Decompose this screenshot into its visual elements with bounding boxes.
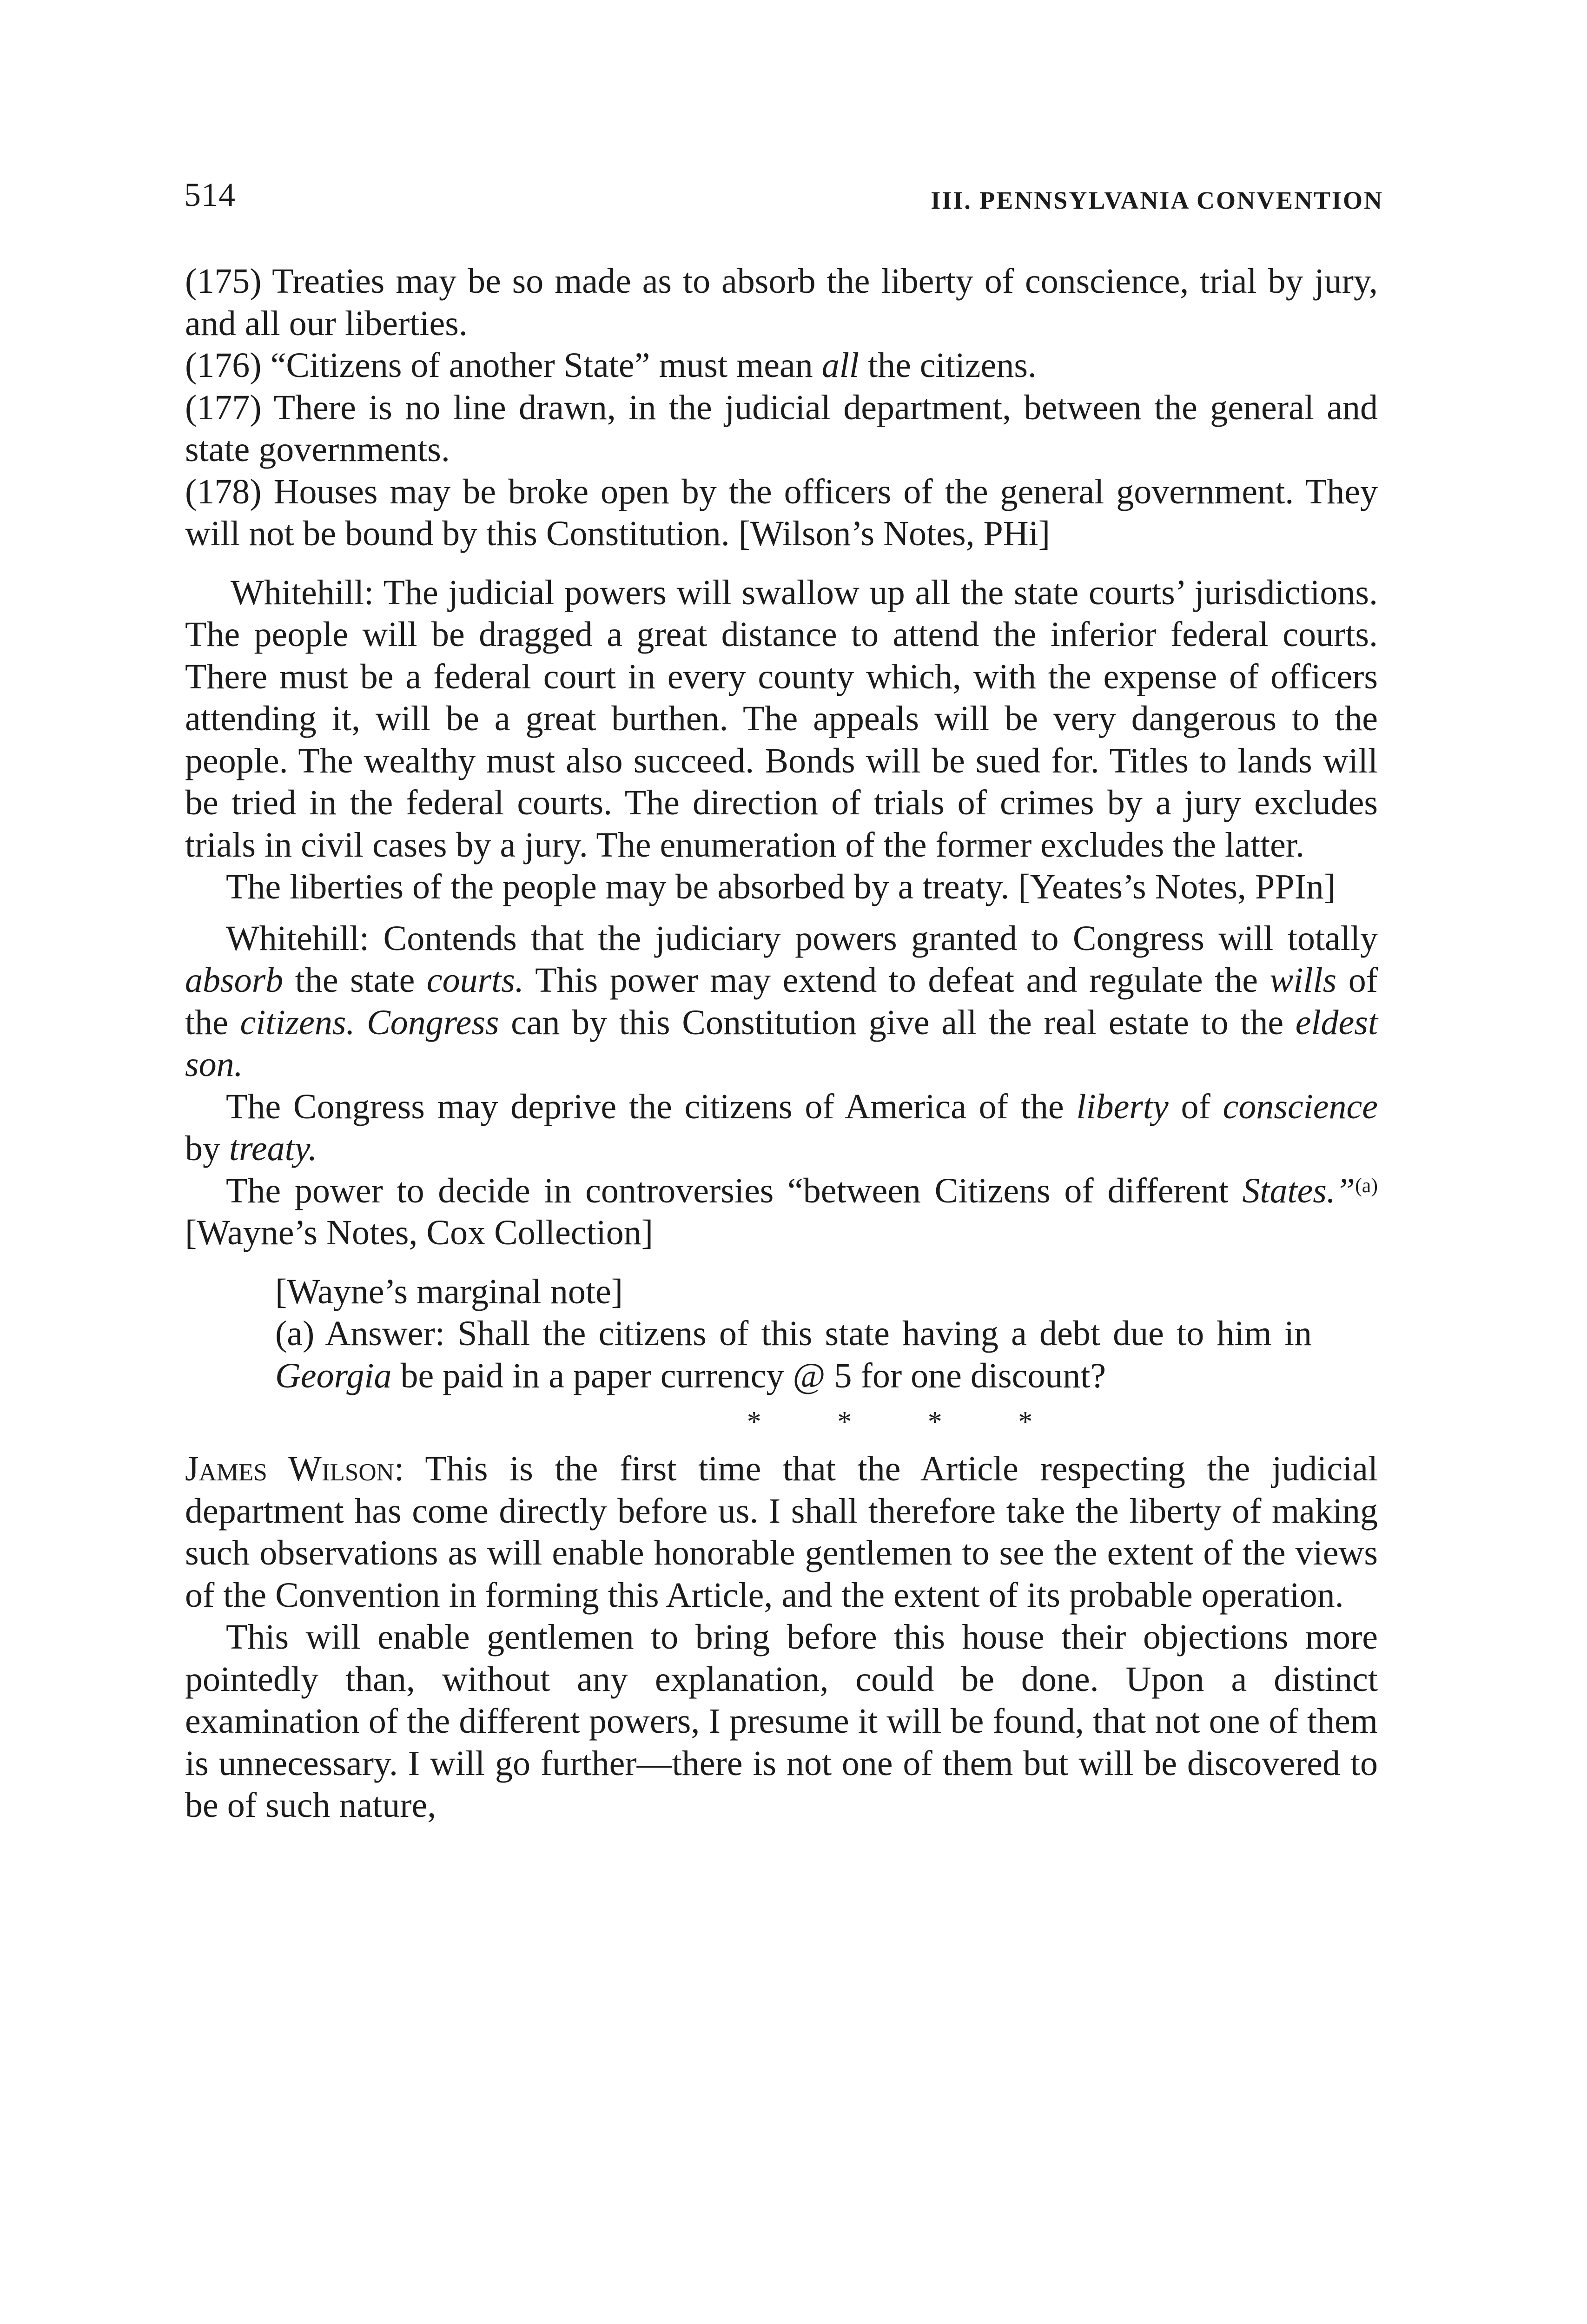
wayne-paragraph-3: The power to decide in controversies “between Citizens of different States.”$^{(a)}$ [Wayne’s Notes, Cox Collection]	[185, 1171, 1378, 1252]
wilson-paragraph-2: This will enable gentlemen to bring before this house their objections more pointedly than, without any explanation, could be done. Upon a distinct examination of the different powers, I presume it will be found, that not one of them is unnecessary. I will go further—there is not one of them but will be discovered to be of such nature,	[185, 1618, 1378, 1825]
spacer	[185, 1254, 1378, 1271]
spacer	[185, 1439, 1378, 1448]
wayne-paragraph-1: Whitehill: Contends that the judiciary powers granted to Congress will totally absorb the state courts. This power may extend to defeat and regulate the wills of the citizens. Congress can by this Constitution give all the real estate to the eldest son.	[185, 918, 1378, 1084]
marginal-note	[275, 1271, 1312, 1397]
marginal-note-heading: [Wayne’s marginal note]	[275, 1272, 623, 1311]
body-text	[185, 260, 1378, 1827]
wayne-paragraph-2: The Congress may deprive the citizens of America of the liberty of conscience by treaty.	[185, 1087, 1378, 1168]
yeates-paragraph-1: Whitehill: The judicial powers will swallow up all the state courts’ jurisdictions. The people will be dragged a great distance to attend the inferior federal courts. There must be a federal court in every county which, with the expense of officers attending it, will be a great burthen. The appeals will be very dangerous to the people. The wealthy must also succeed. Bonds will be sued for. Titles to lands will be tried in the federal courts. The direction of trials of crimes by a jury excludes trials in civil cases by a jury. The enumeration of the former excludes the latter.	[185, 573, 1378, 865]
numbered-note-176: (176) “Citizens of another State” must mean all the citizens.	[185, 346, 1037, 385]
page-number: 514	[184, 176, 236, 213]
spacer	[185, 908, 1378, 918]
spacer	[185, 555, 1378, 572]
section-separator: * * * *	[747, 1406, 1067, 1438]
page-header	[184, 176, 1383, 227]
running-head: III. PENNSYLVANIA CONVENTION	[931, 186, 1383, 214]
wilson-paragraph-1: James Wilson: This is the first time that the Article respecting the judicial department has come directly before us. I shall therefore take the liberty of making such observations as will enable honorable gentlemen to see the extent of the views of the Convention in forming this Article, and the extent of its probable operation.	[185, 1449, 1378, 1615]
speaker-name: James Wilson	[185, 1449, 394, 1488]
marginal-note-text: (a) Answer: Shall the citizens of this state having a debt due to him in Georgia be paid in a paper currency @ 5 for one discount?	[275, 1314, 1312, 1395]
numbered-note-175: (175) Treaties may be so made as to absorb the liberty of conscience, trial by jury, and all our liberties.	[185, 262, 1378, 343]
numbered-note-178: (178) Houses may be broke open by the officers of the general government. They will not be bound by this Constitution. [Wilson’s Notes, PHi]	[185, 472, 1378, 553]
numbered-note-177: (177) There is no line drawn, in the judicial department, between the general and state governments.	[185, 388, 1378, 469]
yeates-paragraph-2: The liberties of the people may be absorbed by a treaty. [Yeates’s Notes, PPIn]	[226, 867, 1336, 906]
footnote-marker: (a)	[1355, 1174, 1378, 1197]
